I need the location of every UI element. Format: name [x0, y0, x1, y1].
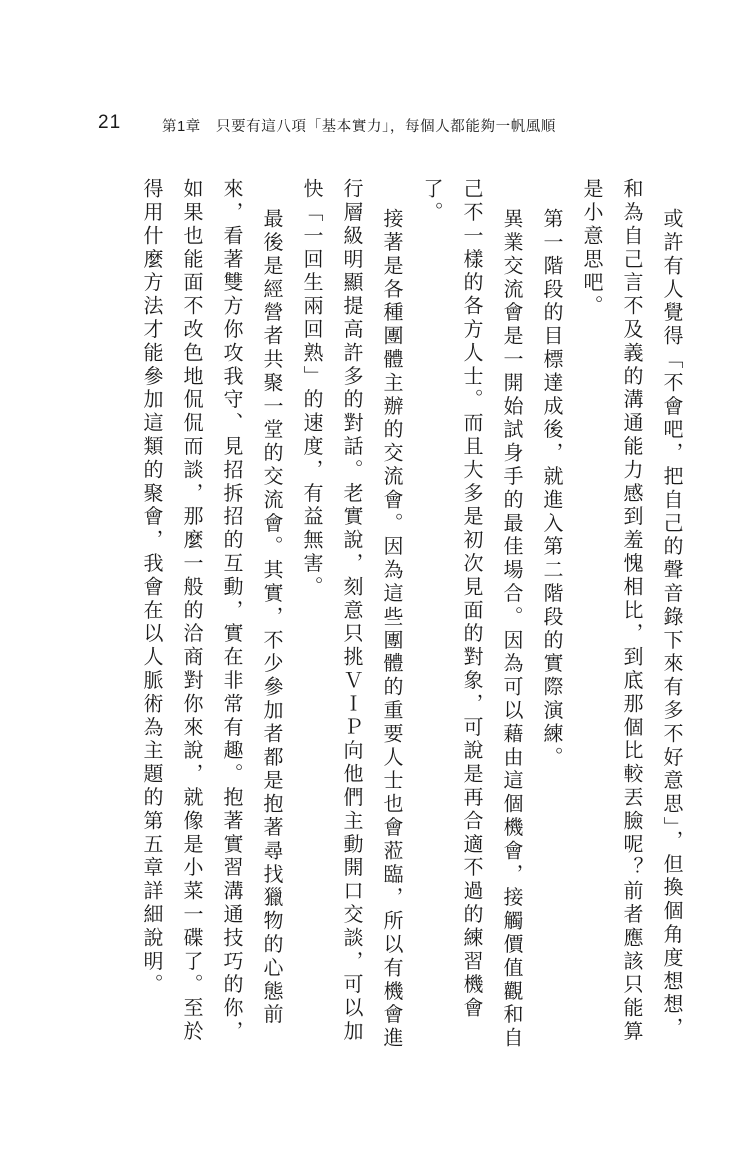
paragraph: 接著是各種團體主辦的交流會。因為這些團體的重要人士也會蒞臨，所以有機會進行層級明顯提高許多的對話。老實說，刻意只挑ＶＩＰ向他們主動開口交談，可以加快「一回生兩回熟」的速度，有益無害。 — [300, 178, 404, 1051]
page-header — [98, 112, 658, 142]
paragraph: 異業交流會是一開始試身手的最佳場合。因為可以藉由這個機會，接觸價值觀和自己不一樣的各方人士。而且大多是初次見面的對象，可說是再合適不過的練習機會了。 — [420, 178, 524, 1051]
paragraph: 第一階段的目標達成後，就進入第二階段的實際演練。 — [540, 208, 564, 770]
page-number: 21 — [98, 112, 122, 133]
running-head: 第1章 只要有這八項「基本實力」，每個人都能夠一帆風順 — [162, 119, 557, 135]
paragraph: 最後是經營者共聚一堂的交流會。其實，不少參加者都是抱著尋找獵物的心態前來，看著雙方你攻我守、見招拆招的互動，實在非常有趣。抱著實習溝通技巧的你，如果也能面不改色地侃侃而談，那麼一般的洽商對你來說，就像是小菜一碟了。至於得用什麼方法才能參加這類的聚會，我會在以人脈術為主題的第五章詳細說明。 — [140, 178, 284, 1044]
body-text — [140, 178, 692, 1058]
paragraph: 或許有人覺得「不會吧，把自己的聲音錄下來有多不好意思」，但換個角度想想，和為自己言不及義的溝通能力感到羞愧相比，到底那個比較丟臉呢？前者應該只能算是小意思吧。 — [580, 178, 684, 1044]
